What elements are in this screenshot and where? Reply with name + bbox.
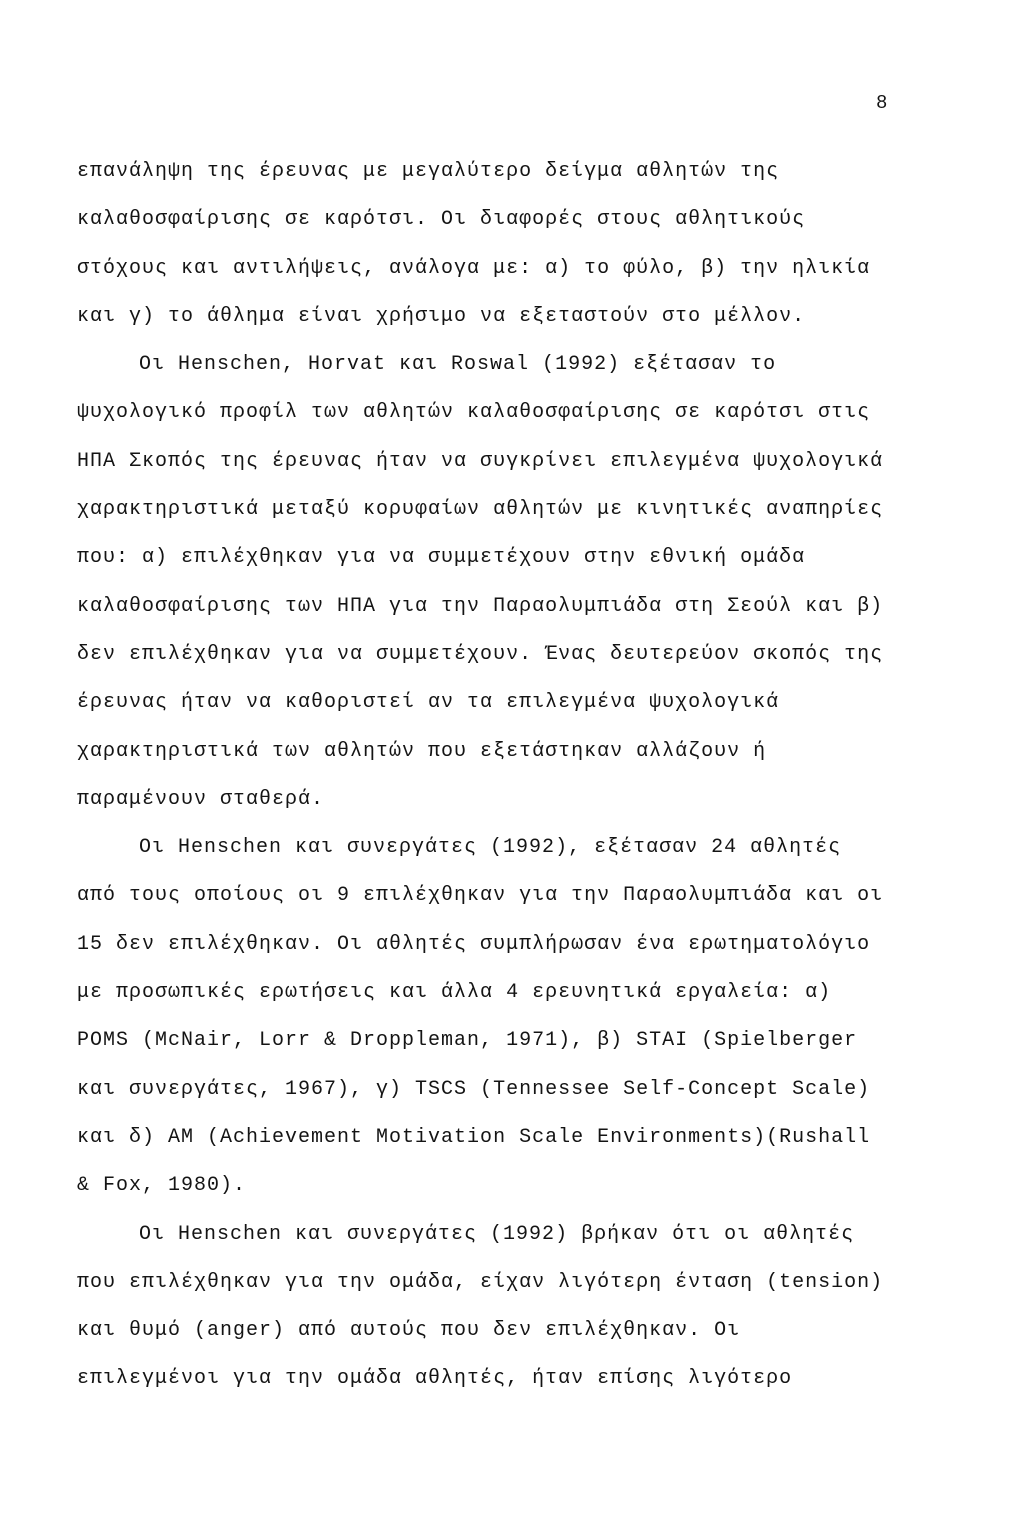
text-line: που επιλέχθηκαν για την ομάδα, είχαν λιγότερη ένταση (tension): [77, 1270, 884, 1294]
text-line: POMS (McNair, Lorr & Droppleman, 1971), β) STAI (Spielberger: [77, 1029, 858, 1053]
text-line: και δ) AM (Achievement Motivation Scale Environments)(Rushall: [77, 1125, 871, 1149]
text-line: Οι Henschen και συνεργάτες (1992), εξέτασαν 24 αθλητές: [139, 836, 842, 860]
paragraph: [77, 824, 1007, 1210]
text-line: στόχους και αντιλήψεις, ανάλογα με: α) το φύλο, β) την ηλικία: [77, 256, 871, 280]
text-line: με προσωπικές ερωτήσεις και άλλα 4 ερευνητικά εργαλεία: α): [77, 981, 832, 1005]
text-line: έρευνας ήταν να καθοριστεί αν τα επιλεγμένα ψυχολογικά: [77, 691, 780, 715]
document-body: [77, 148, 1007, 1404]
text-line: 15 δεν επιλέχθηκαν. Οι αθλητές συμπλήρωσαν ένα ερωτηματολόγιο: [77, 932, 871, 956]
text-line: παραμένουν σταθερά.: [77, 787, 325, 811]
paragraph: [77, 341, 1007, 824]
text-line: ψυχολογικό προφίλ των αθλητών καλαθοσφαίρισης σε καρότσι στις: [77, 401, 871, 425]
text-line: και συνεργάτες, 1967), γ) TSCS (Tennessee Self-Concept Scale): [77, 1077, 871, 1101]
text-line: χαρακτηριστικά μεταξύ κορυφαίων αθλητών με κινητικές αναπηρίες: [77, 498, 884, 522]
text-line: & Fox, 1980).: [77, 1174, 247, 1198]
text-line: επιλεγμένοι για την ομάδα αθλητές, ήταν επίσης λιγότερο: [77, 1367, 793, 1391]
text-line: καλαθοσφαίρισης σε καρότσι. Οι διαφορές στους αθλητικούς: [77, 208, 806, 232]
text-line: που: α) επιλέχθηκαν για να συμμετέχουν στην εθνική ομάδα: [77, 546, 806, 570]
page-number: 8: [876, 92, 888, 114]
text-line: δεν επιλέχθηκαν για να συμμετέχουν. Ένας δευτερεύον σκοπός της: [77, 642, 884, 666]
text-line: και θυμό (anger) από αυτούς που δεν επιλέχθηκαν. Οι: [77, 1319, 741, 1343]
text-line: επανάληψη της έρευνας με μεγαλύτερο δείγμα αθλητών της: [77, 160, 780, 183]
text-line: Οι Henschen, Horvat και Roswal (1992) εξέτασαν το: [139, 353, 777, 377]
text-line: και γ) το άθλημα είναι χρήσιμο να εξεταστούν στο μέλλον.: [77, 304, 806, 328]
paragraph: [77, 148, 1007, 341]
text-line: καλαθοσφαίρισης των ΗΠΑ για την Παραολυμπιάδα στη Σεούλ και β): [77, 594, 884, 618]
paragraph: [77, 1211, 1007, 1404]
text-line: ΗΠΑ Σκοπός της έρευνας ήταν να συγκρίνει επιλεγμένα ψυχολογικά: [77, 449, 884, 473]
text-line: χαρακτηριστικά των αθλητών που εξετάστηκαν αλλάζουν ή: [77, 739, 767, 763]
text-line: από τους οποίους οι 9 επιλέχθηκαν για την Παραολυμπιάδα και οι: [77, 884, 884, 908]
text-line: Οι Henschen και συνεργάτες (1992) βρήκαν ότι οι αθλητές: [139, 1222, 855, 1246]
